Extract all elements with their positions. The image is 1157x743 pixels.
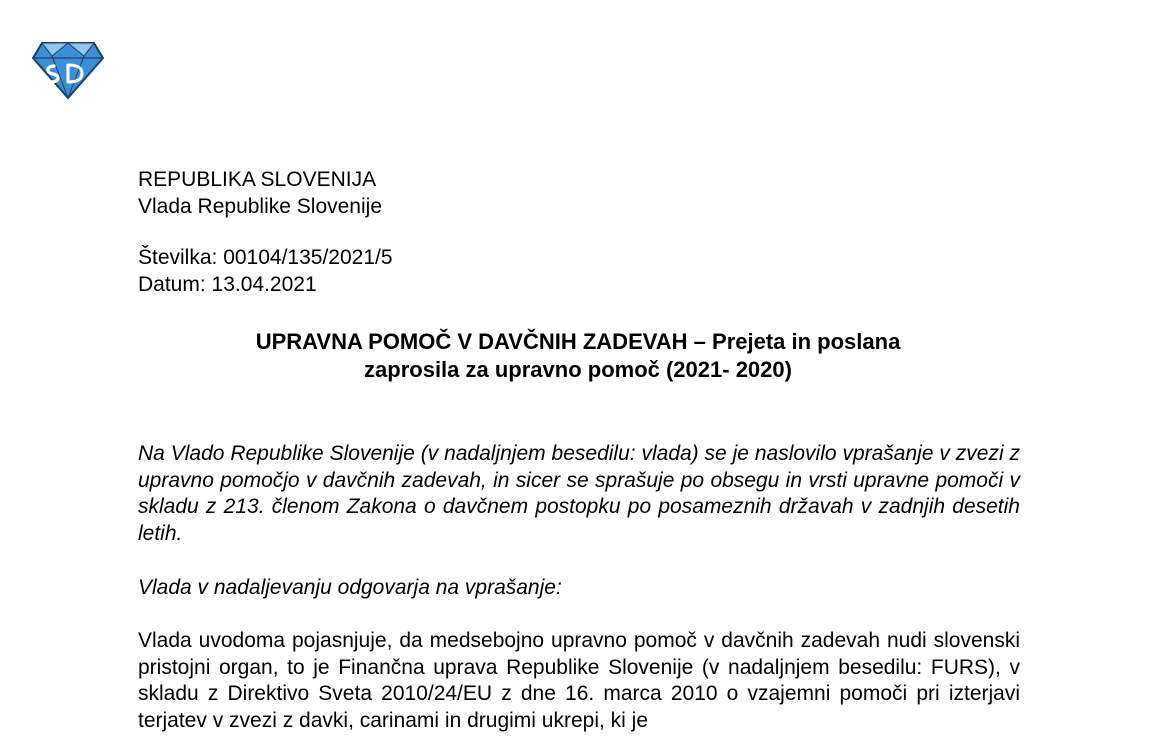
issuer-country: REPUBLIKA SLOVENIJA [138,168,377,191]
reference-block [138,244,393,298]
intro-paragraph: Na Vlado Republike Slovenije (v nadaljnjem besedilu: vlada) se je naslovilo vprašanje v zvezi z upravno pomočjo v davčnih zadevah, in sicer se sprašuje po obsegu in vrsti upravne pomoči v skladu z 213. členom Zakona o davčnem postopku po posameznih državah v zadnjih desetih letih. [138,442,1020,545]
issuer-government: Vlada Republike Slovenije [138,195,382,218]
title-line-2: zaprosila za upravno pomoč (2021- 2020) [364,357,792,382]
issuer-block [138,166,382,220]
body-paragraph: Vlada uvodoma pojasnjuje, da medsebojno upravno pomoč v davčnih zadevah nudi slovenski pristojni organ, to je Finančna uprava Republike Slovenije (v nadaljnjem besedilu: FURS), v skladu z Direktivo Sveta 2010/24/EU z dne 16. marca 2010 o vzajemni pomoči pri izterjavi terjatev v zvezi z davki, carinami in drugimi ukrepi, ki je [138,629,1020,732]
reference-number: Številka: 00104/135/2021/5 [138,246,393,269]
title-line-1: UPRAVNA POMOČ V DAVČNIH ZADEVAH – Prejeta in poslana [255,329,901,354]
reference-date: Datum: 13.04.2021 [138,273,317,296]
document-title [138,328,1018,384]
response-lead: Vlada v nadaljevanju odgovarja na vprašanje: [138,576,562,599]
logo-icon [32,40,104,100]
